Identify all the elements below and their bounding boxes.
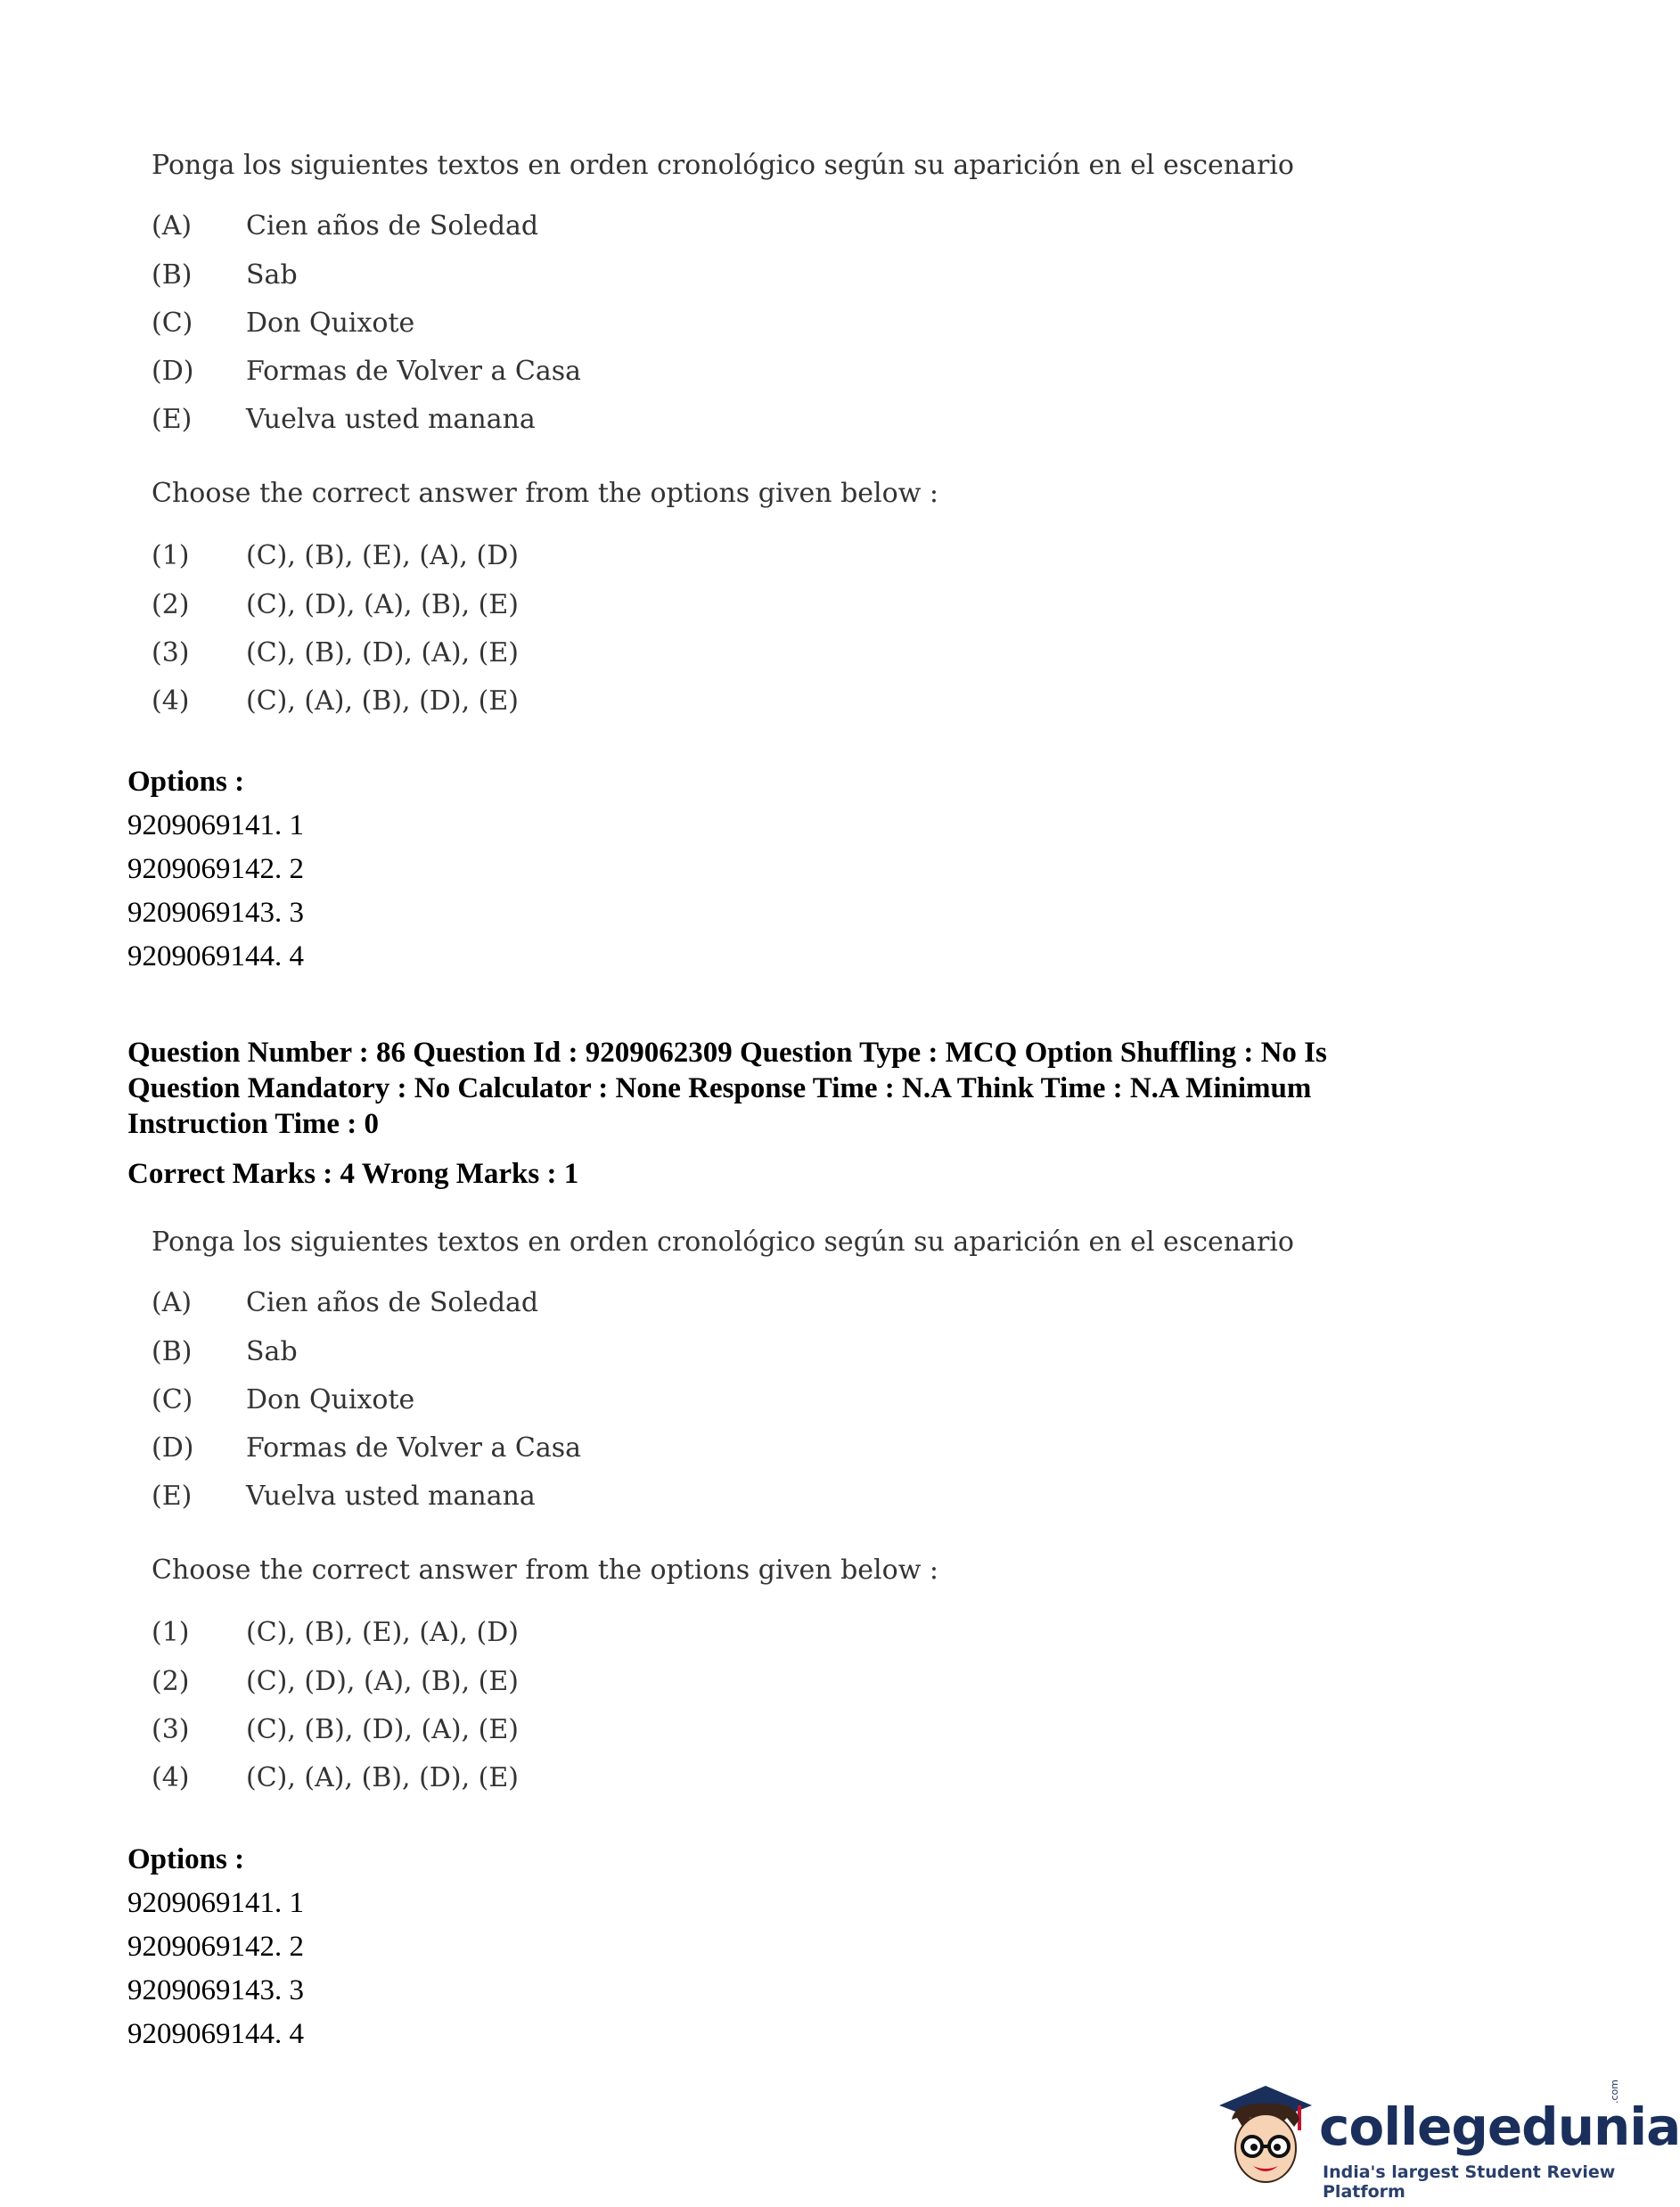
item-text: Cien años de Soledad bbox=[246, 210, 539, 242]
choose-instruction: Choose the correct answer from the options given below : bbox=[152, 478, 939, 509]
answer-text: (C), (D), (A), (B), (E) bbox=[246, 589, 519, 620]
answer-key: (1) bbox=[152, 540, 190, 571]
item-text: Don Quixote bbox=[246, 308, 415, 339]
answer-key: (2) bbox=[152, 1666, 190, 1697]
collegedunia-logo[interactable] bbox=[1212, 2077, 1680, 2202]
item-key: (E) bbox=[152, 1481, 193, 1512]
answer-text: (C), (B), (E), (A), (D) bbox=[246, 540, 519, 571]
answer-key: (4) bbox=[152, 1762, 190, 1793]
item-key: (C) bbox=[152, 308, 193, 339]
answer-key: (3) bbox=[152, 1714, 190, 1745]
item-text: Sab bbox=[246, 259, 298, 291]
option-item: 9209069142. 2 bbox=[127, 853, 304, 885]
answer-text: (C), (B), (E), (A), (D) bbox=[246, 1617, 519, 1648]
item-text: Sab bbox=[246, 1336, 298, 1367]
item-text: Vuelva usted manana bbox=[246, 1481, 536, 1512]
item-text: Formas de Volver a Casa bbox=[246, 1432, 582, 1464]
item-text: Vuelva usted manana bbox=[246, 404, 536, 435]
option-item: 9209069143. 3 bbox=[127, 1974, 304, 2006]
question-instruction: Ponga los siguientes textos en orden cronológico según su aparición en el escenario bbox=[152, 150, 1294, 181]
answer-text: (C), (D), (A), (B), (E) bbox=[246, 1666, 519, 1697]
question-block-1 bbox=[0, 150, 1636, 717]
answer-key: (2) bbox=[152, 589, 190, 620]
option-item: 9209069144. 4 bbox=[127, 940, 304, 972]
logo-wordmark: collegedunia bbox=[1319, 2096, 1680, 2157]
logo-tagline: India's largest Student Review Platform bbox=[1323, 2162, 1616, 2202]
item-text: Cien años de Soledad bbox=[246, 1287, 539, 1318]
question-instruction: Ponga los siguientes textos en orden cronológico según su aparición en el escenario bbox=[152, 1227, 1294, 1258]
answer-key: (4) bbox=[152, 685, 190, 717]
answer-text: (C), (B), (D), (A), (E) bbox=[246, 1714, 519, 1745]
item-key: (D) bbox=[152, 1432, 194, 1464]
answer-text: (C), (A), (B), (D), (E) bbox=[246, 685, 519, 717]
question-block-2 bbox=[0, 1227, 1636, 1793]
item-key: (B) bbox=[152, 259, 193, 291]
item-key: (C) bbox=[152, 1384, 193, 1415]
options-title: Options : bbox=[127, 766, 245, 798]
item-key: (A) bbox=[152, 1287, 193, 1318]
option-item: 9209069141. 1 bbox=[127, 1887, 304, 1919]
item-key: (A) bbox=[152, 210, 193, 242]
item-text: Formas de Volver a Casa bbox=[246, 356, 582, 387]
item-key: (B) bbox=[152, 1336, 193, 1367]
option-item: 9209069141. 1 bbox=[127, 809, 304, 841]
student-mascot-icon bbox=[1212, 2077, 1319, 2193]
question-meta bbox=[127, 1035, 1518, 1142]
choose-instruction: Choose the correct answer from the options given below : bbox=[152, 1555, 939, 1586]
answer-text: (C), (A), (B), (D), (E) bbox=[246, 1762, 519, 1793]
meta-line: Question Mandatory : No Calculator : None Response Time : N.A Think Time : N.A Minimum bbox=[127, 1072, 1312, 1104]
option-item: 9209069142. 2 bbox=[127, 1931, 304, 1963]
options-title: Options : bbox=[127, 1843, 245, 1875]
item-text: Don Quixote bbox=[246, 1384, 415, 1415]
logo-suffix: .com bbox=[1609, 2080, 1620, 2104]
item-key: (E) bbox=[152, 404, 193, 435]
answer-key: (1) bbox=[152, 1617, 190, 1648]
answer-key: (3) bbox=[152, 637, 190, 669]
answer-text: (C), (B), (D), (A), (E) bbox=[246, 637, 519, 669]
option-item: 9209069144. 4 bbox=[127, 2018, 304, 2050]
meta-line: Question Number : 86 Question Id : 9209062309 Question Type : MCQ Option Shuffling : No Is bbox=[127, 1037, 1327, 1069]
options-list-2 bbox=[127, 1838, 304, 2056]
option-item: 9209069143. 3 bbox=[127, 897, 304, 929]
question-marks: Correct Marks : 4 Wrong Marks : 1 bbox=[127, 1158, 579, 1190]
options-list-1 bbox=[127, 760, 304, 979]
meta-line: Instruction Time : 0 bbox=[127, 1108, 380, 1140]
item-key: (D) bbox=[152, 356, 194, 387]
